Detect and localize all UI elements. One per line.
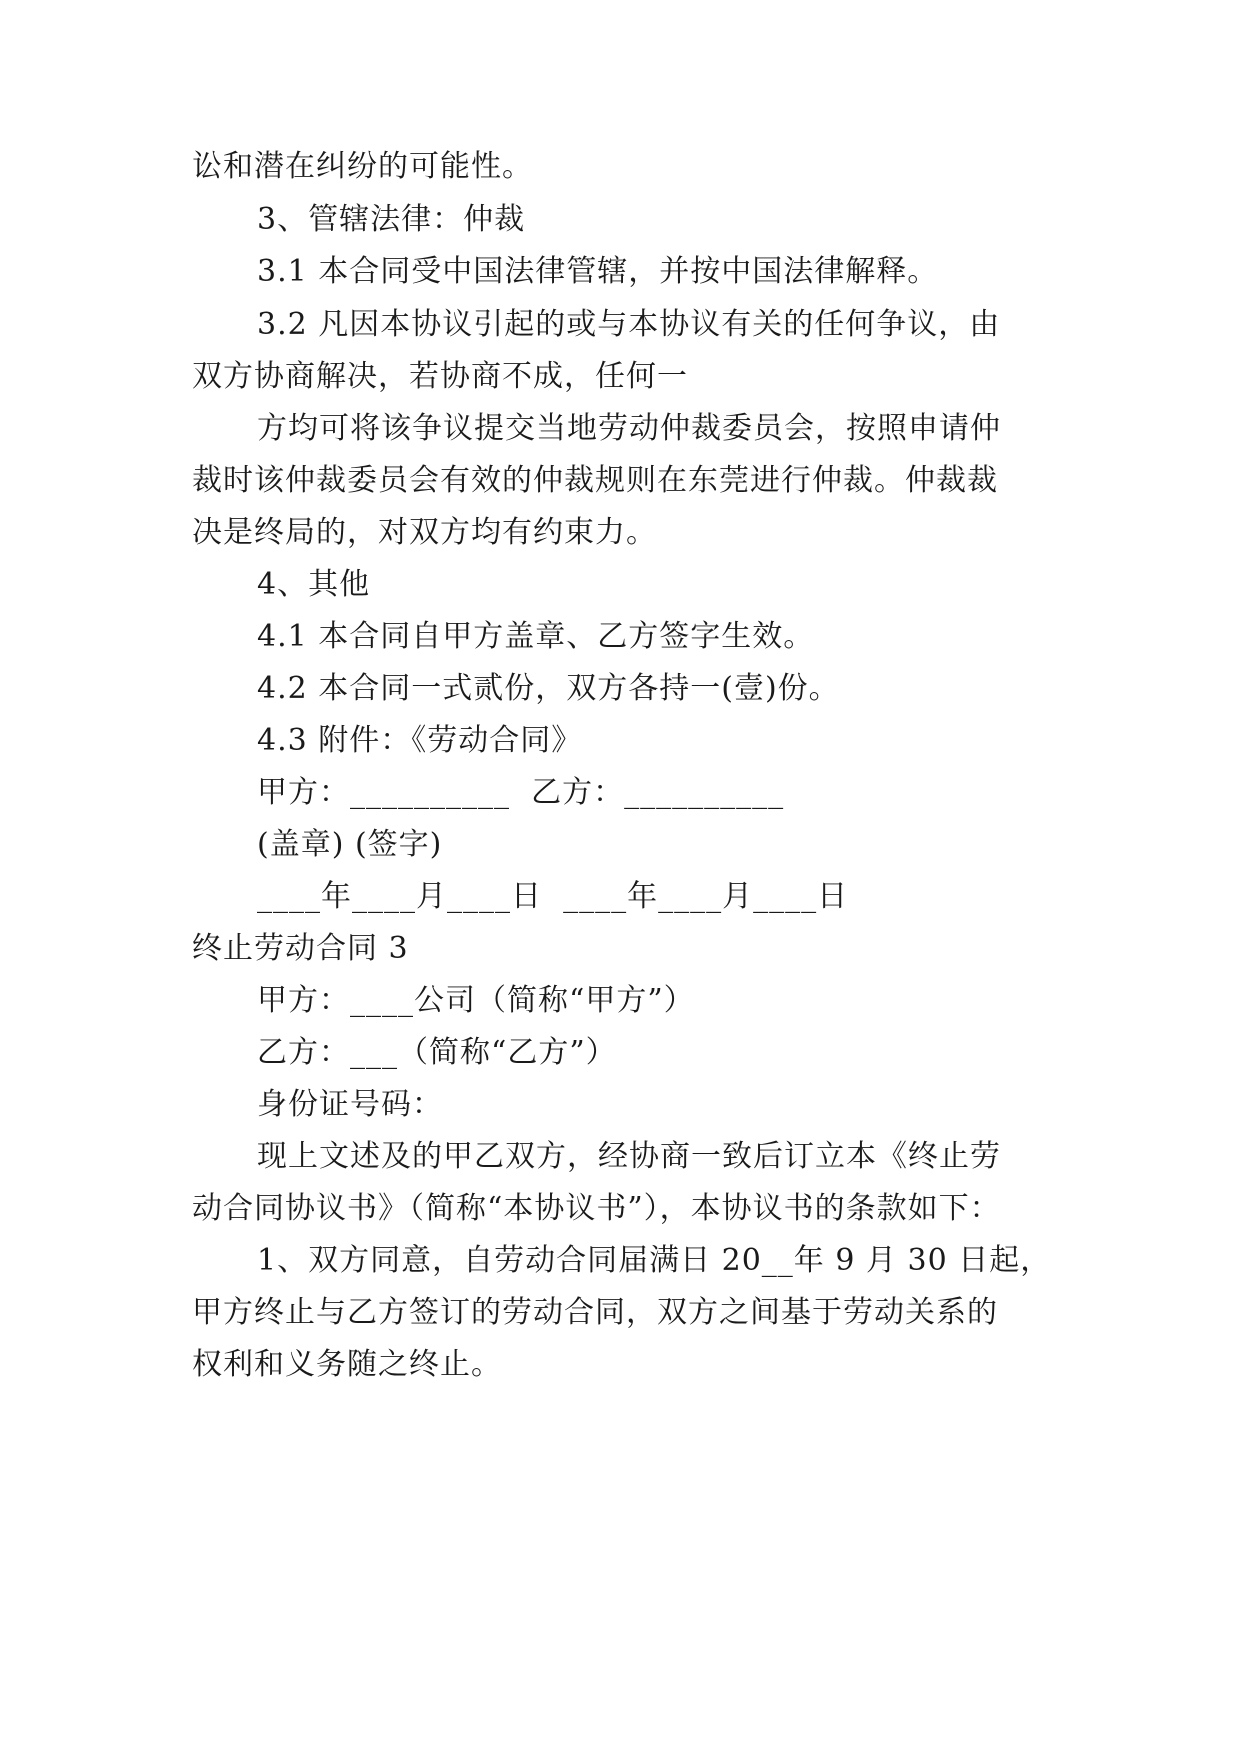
- clause-line: 3.1 本合同受中国法律管辖，并按中国法律解释。: [257, 254, 939, 289]
- paragraph-line: 方均可将该争议提交当地劳动仲裁委员会，按照申请仲: [257, 411, 1001, 446]
- clause-line: 4.2 本合同一式贰份，双方各持一(壹)份。: [257, 671, 840, 706]
- paragraph-line: 甲方终止与乙方签订的劳动合同，双方之间基于劳动关系的: [192, 1295, 998, 1330]
- section-heading: 3、管辖法律：仲裁: [257, 202, 526, 237]
- clause-line: 3.2 凡因本协议引起的或与本协议有关的任何争议，由: [257, 307, 1001, 342]
- clause-line: 4.1 本合同自甲方盖章、乙方签字生效。: [257, 619, 815, 654]
- paragraph-line: 权利和义务随之终止。: [192, 1347, 502, 1382]
- clause-line: 1、双方同意，自劳动合同届满日 20__年 9 月 30 日起，: [257, 1243, 1052, 1278]
- id-number-line: 身份证号码：: [257, 1087, 443, 1122]
- paragraph-line: 现上文述及的甲乙双方，经协商一致后订立本《终止劳: [257, 1139, 1001, 1174]
- document-title: 终止劳动合同 3: [192, 931, 409, 966]
- paragraph-line: 讼和潜在纠纷的可能性。: [192, 149, 533, 184]
- paragraph-line: 动合同协议书》（简称“本协议书”），本协议书的条款如下：: [192, 1191, 1001, 1226]
- date-line: ____年____月____日 ____年____月____日: [257, 879, 849, 914]
- paragraph-line: 裁时该仲裁委员会有效的仲裁规则在东莞进行仲裁。仲裁裁: [192, 463, 998, 498]
- party-line: 甲方：____公司（简称“甲方”）: [257, 983, 695, 1018]
- section-heading: 4、其他: [257, 567, 371, 602]
- paragraph-line: 双方协商解决，若协商不成，任何一: [192, 359, 688, 394]
- clause-line: 4.3 附件：《劳动合同》: [257, 723, 583, 758]
- signature-line: 甲方：__________ 乙方：__________: [257, 775, 785, 810]
- paragraph-line: 决是终局的，对双方均有约束力。: [192, 515, 657, 550]
- party-line: 乙方：___（简称“乙方”）: [257, 1035, 617, 1070]
- signature-note: (盖章) (签字): [257, 827, 443, 862]
